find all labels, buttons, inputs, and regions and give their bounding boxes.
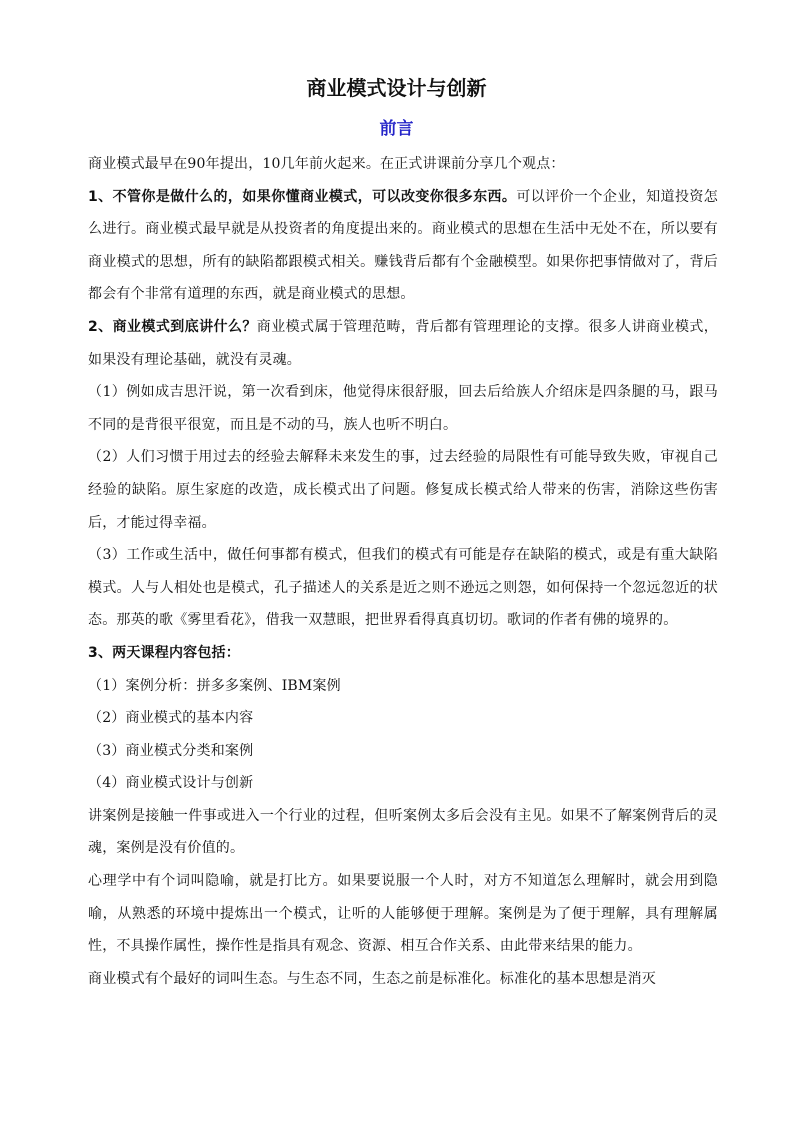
paragraph-example-2 — [88, 441, 718, 539]
paragraph-lead: 3、两天课程内容包括： — [88, 644, 240, 661]
paragraph-example-3 — [88, 539, 718, 637]
list-item — [88, 670, 718, 703]
paragraph-intro — [88, 148, 718, 181]
list-item-text: （1）案例分析：拼多多案例、IBM案例 — [88, 677, 341, 694]
paragraph-lead: 2、商业模式到底讲什么？ — [88, 318, 257, 335]
paragraph-text: （1）例如成吉思汗说，第一次看到床，他觉得床很舒服，回去后给族人介绍床是四条腿的马，跟马不同的是背很平很宽，而且是不动的马，族人也听不明白。 — [88, 384, 718, 433]
paragraph-example-1 — [88, 376, 718, 441]
list-item-text: （3）商业模式分类和案例 — [88, 742, 254, 759]
paragraph-metaphor — [88, 865, 718, 963]
paragraph-cases — [88, 800, 718, 865]
paragraph-lead: 1、不管你是做什么的，如果你懂商业模式，可以改变你很多东西。 — [88, 188, 517, 205]
paragraph-text: 商业模式最早在90年提出，10几年前火起来。在正式讲课前分享几个观点： — [88, 156, 565, 172]
paragraph-text: 讲案例是接触一件事或进入一个行业的过程，但听案例太多后会没有主见。如果不了解案例背后的灵魂，案例是没有价值的。 — [88, 807, 718, 857]
body-text — [88, 148, 718, 995]
page-title: 商业模式设计与创新 — [306, 76, 487, 100]
paragraph-ecology — [88, 963, 718, 996]
section-heading: 前言 — [379, 119, 414, 139]
paragraph-text: （3）工作或生活中，做任何事都有模式，但我们的模式有可能是存在缺陷的模式，或是有重大缺陷模式。人与人相处也是模式，孔子描述人的关系是近之则不逊远之则怨，如何保持一个忽远忽近的状态。那英的歌《雾里看花》，借我一双慧眼，把世界看得真真切切。歌词的作者有佛的境界的。 — [88, 547, 718, 629]
paragraph-text: 心理学中有个词叫隐喻，就是打比方。如果要说服一个人时，对方不知道怎么理解时，就会用到隐喻，从熟悉的环境中提炼出一个模式，让听的人能够便于理解。案例是为了便于理解，具有理解属性，不具操作属性，操作性是指具有观念、资源、相互合作关系、由此带来结果的能力。 — [88, 873, 718, 955]
paragraph-point-1 — [88, 181, 718, 311]
paragraph-point-2 — [88, 311, 718, 376]
list-item — [88, 702, 718, 735]
paragraph-text: （2）人们习惯于用过去的经验去解释未来发生的事，过去经验的局限性有可能导致失败，审视自己经验的缺陷。原生家庭的改造，成长模式出了问题。修复成长模式给人带来的伤害，消除这些伤害后，才能过得幸福。 — [88, 449, 718, 531]
paragraph-text: 商业模式属于管理范畴，背后都有管理理论的支撑。很多人讲商业模式，如果没有理论基础，就没有灵魂。 — [88, 318, 718, 368]
list-item — [88, 735, 718, 768]
paragraph-point-3 — [88, 637, 718, 670]
paragraph-text: 可以评价一个企业，知道投资怎么进行。商业模式最早就是从投资者的角度提出来的。商业模式的思想在生活中无处不在，所以要有商业模式的思想，所有的缺陷都跟模式相关。赚钱背后都有个金融模型。如果你把事情做对了，背后都会有个非常有道理的东西，就是商业模式的思想。 — [88, 188, 718, 303]
list-item-text: （2）商业模式的基本内容 — [88, 710, 254, 727]
list-item — [88, 767, 718, 800]
list-item-text: （4）商业模式设计与创新 — [88, 775, 254, 792]
paragraph-text: 商业模式有个最好的词叫生态。与生态不同，生态之前是标准化。标准化的基本思想是消灭 — [88, 970, 656, 987]
